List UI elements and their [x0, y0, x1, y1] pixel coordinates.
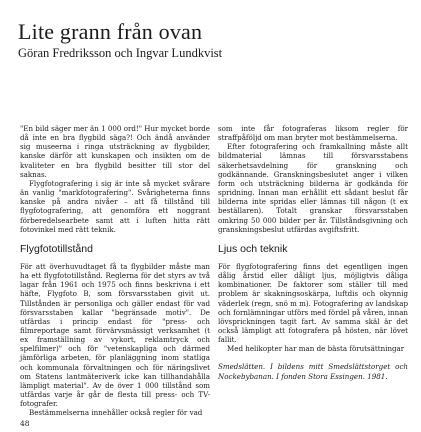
- paragraph: Efter fotografering och framkallning måste allt bildmaterial lämnas till försvarsstabens säkerhetsavdelning för granskning och godkännande. Granskningsbeslutet anger i vilken form och utsträckning bilderna är godkända för spridning. Innan man erhållit ett sådant beslut får bilderna inte spridas eller lämnas till någon (t ex beställaren). Totalt granskar försvarsstaben omkring 50 000 bilder per år. Tillståndsgivning och granskningsbeslut utfärdas avgiftsfritt.: [218, 142, 408, 234]
- paragraph: som inte får fotograferas liksom regler för straffpåföljd om man bryter mot bestämmelserna.: [218, 124, 408, 143]
- paragraph: För flygfotografering finns det egentligen ingen dålig årstid eller dåligt ljus, möjligtvis dåliga kombinationer. De faktorer som ställer till med problem är skakningsoskärpa, luftdis och okynnig väderlek (regn, snö m m). Fotografering av landskap och fornlämningar utförs med fördel på våren, innan lövsprickningen tagit fart. Av samma skäl är det också lämpligt att fotografera på hösten, när lövet fallit.: [218, 261, 408, 345]
- right-column: [218, 124, 408, 381]
- paragraph: Flygfotografering i sig är inte så mycket svårare än vanlig "markfotografering". Svårigheterna finns kanske på andra nivåer – att få tillstånd till flygfotografering, att genomföra ett noggrant förberedelsearbete samt att i luften hitta rätt fotovinkel med rätt teknik.: [20, 178, 210, 234]
- article-authors: Göran Fredriksson och Ingvar Lundkvist: [18, 46, 223, 60]
- paragraph: Med helikopter har man de bästa förutsättningar: [227, 344, 405, 354]
- paragraph: "En bild säger mer än 1 000 ord!" Hur mycket borde då inte en bra flygbild säga?! Och ändå använder sig museerna i ringa utsträckning av flygbilder, kanske därför att kunskapen och insikten om de kvaliteter en bra flygbild besitter till stor del saknas.: [20, 124, 210, 179]
- section-heading: Flygfototillstånd: [20, 242, 93, 255]
- paragraph: För att överhuvudtaget få ta flygbilder måste man ha ett flygfototillstånd. Reglerna för det styrs av två lagar från 1961 och 1975 och finns beskrivna i ett häfte, Flygfoto B, som försvarsstaben givit ut. Tillstånden är personliga och gäller endast för vad försvarsstaben kallar "begränsade motiv". De utfärdas i princip endast för "press- och filmreportage samt förvärvsmässigt verksamhet (t ex framställning av vykort, reklamtryck och spelfilmer)" och för "vetenskapliga och därmed jämförliga arbeten, för planläggning inom statliga och kommunala förvaltningen och för näringslivet om Statens lantmäteriverk icke kan tillhandahålla lämpligt material". Av de över 1 000 tillstånd som utfärdas varje år går de flesta till press- och TV-fotografer.: [20, 261, 210, 409]
- image-caption: Smedslätten. I bildens mitt Smedslättstorget och Nockebybanan. I fonden Stora Essingen. 1981.: [218, 362, 408, 381]
- article-title: Lite grann från ovan: [18, 19, 203, 44]
- paragraph: Bestämmelserna innehåller också regler för vad: [29, 408, 203, 418]
- left-column: [20, 124, 210, 418]
- section-heading: Ljus och teknik: [218, 242, 288, 255]
- page-number: 48: [20, 419, 30, 428]
